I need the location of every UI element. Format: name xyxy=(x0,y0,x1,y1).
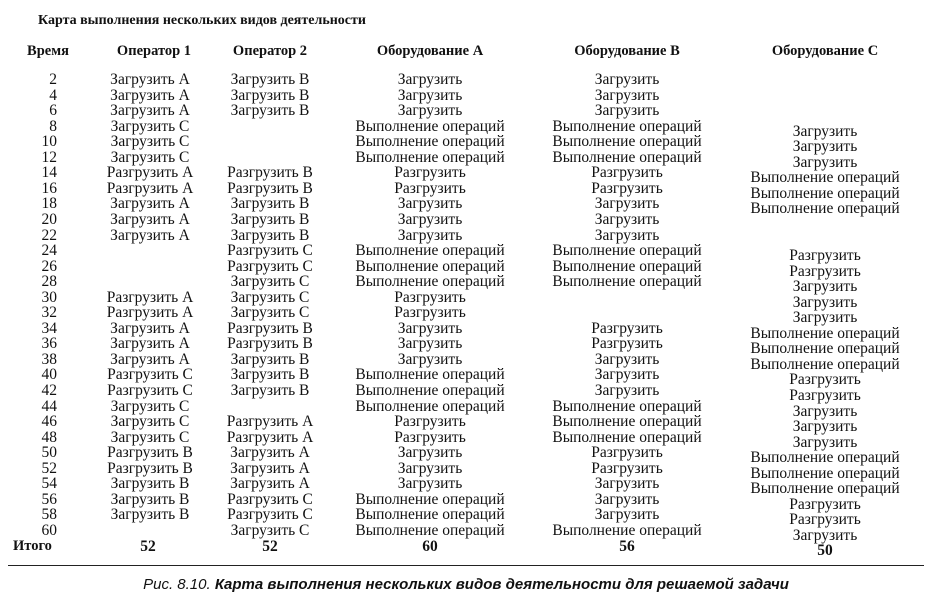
cell-equipment-b: Загрузить xyxy=(594,506,660,524)
cell-equipment-b: Разгрузить xyxy=(591,319,663,337)
cell-equipment-b: Загрузить xyxy=(594,475,660,493)
cell-time: 54 xyxy=(41,475,57,493)
cell-time: 24 xyxy=(41,242,57,260)
cell-equipment-a: Выполнение операций xyxy=(355,382,505,399)
cell-operator-2: Загрузить B xyxy=(230,210,310,228)
cell-equipment-c: Загрузить xyxy=(792,402,858,420)
cell-equipment-c: Разгрузить xyxy=(789,371,861,389)
cell-operator-2: Загрузить C xyxy=(230,304,310,322)
cell-operator-1: Загрузить A xyxy=(110,335,190,353)
cell-equipment-b: Разгрузить xyxy=(591,335,663,353)
cell-equipment-b: Выполнение операций xyxy=(552,273,702,291)
cell-equipment-b: Выполнение операций xyxy=(552,133,702,151)
bottom-rule xyxy=(8,565,924,566)
cell-operator-1: Загрузить A xyxy=(110,86,190,104)
cell-equipment-c: Выполнение операций xyxy=(750,184,900,202)
cell-equipment-b: Разгрузить xyxy=(591,179,663,197)
header-operator-1: Оператор 1 xyxy=(116,43,192,59)
cell-time: 22 xyxy=(41,226,57,244)
cell-equipment-a: Разгрузить xyxy=(394,428,466,446)
cell-operator-1: Разгрузить C xyxy=(107,366,193,384)
cell-equipment-a: Выполнение операций xyxy=(355,273,505,291)
cell-equipment-a: Загрузить xyxy=(397,86,463,104)
cell-time: 8 xyxy=(49,117,57,135)
cell-equipment-a: Разгрузить xyxy=(394,304,466,322)
page-title: Карта выполнения нескольких видов деятельности xyxy=(38,13,366,28)
cell-equipment-c: Выполнение операций xyxy=(750,480,900,498)
cell-operator-1: Загрузить C xyxy=(110,133,190,151)
caption-prefix: Рис. 8.10. xyxy=(143,576,211,593)
cell-operator-2: Загрузить B xyxy=(230,71,310,88)
cell-operator-2: Загрузить C xyxy=(230,521,310,539)
cell-operator-1: Загрузить A xyxy=(110,350,190,368)
header-equipment-a: Оборудование A xyxy=(376,43,484,59)
cell-operator-1: Загрузить A xyxy=(110,210,190,228)
cell-operator-1: Разгрузить A xyxy=(106,179,194,197)
cell-equipment-c: Выполнение операций xyxy=(750,464,900,482)
cell-operator-2: Разгрузить C xyxy=(227,490,313,508)
cell-time: 26 xyxy=(41,257,57,275)
cell-equipment-a: Выполнение операций xyxy=(355,397,505,415)
cell-equipment-b: Загрузить xyxy=(594,490,660,508)
cell-equipment-a: Выполнение операций xyxy=(355,366,505,384)
cell-equipment-a: Загрузить xyxy=(397,444,463,462)
cell-equipment-a: Загрузить xyxy=(397,71,463,88)
cell-time: 48 xyxy=(41,428,57,446)
cell-equipment-a: Выполнение операций xyxy=(355,148,505,166)
cell-time: 14 xyxy=(41,164,57,182)
cell-equipment-a: Выполнение операций xyxy=(355,490,505,508)
cell-operator-2: Разгрузить A xyxy=(226,413,314,431)
cell-equipment-c: Загрузить xyxy=(792,433,858,451)
cell-operator-2: Загрузить B xyxy=(230,102,310,120)
cell-equipment-b: Загрузить xyxy=(594,210,660,228)
cell-time: 60 xyxy=(41,521,57,539)
cell-operator-2: Разгрузить B xyxy=(227,319,313,337)
cell-equipment-c: Разгрузить xyxy=(789,262,861,280)
cell-operator-1: Загрузить A xyxy=(110,71,190,88)
cell-time: 30 xyxy=(41,288,57,306)
cell-equipment-c: Загрузить xyxy=(792,138,858,156)
cell-operator-2: Загрузить A xyxy=(230,475,310,493)
cell-time: 6 xyxy=(49,102,57,120)
cell-equipment-a: Загрузить xyxy=(397,459,463,477)
header-equipment-b: Оборудование B xyxy=(574,43,680,59)
cell-operator-1: Загрузить A xyxy=(110,195,190,213)
cell-operator-2: Загрузить B xyxy=(230,195,310,213)
cell-operator-2: Разгрузить A xyxy=(226,428,314,446)
cell-equipment-b: Загрузить xyxy=(594,71,660,88)
cell-time: 18 xyxy=(41,195,57,213)
cell-equipment-b: Загрузить xyxy=(594,195,660,213)
total-operator-1: 52 xyxy=(140,538,156,555)
cell-equipment-a: Разгрузить xyxy=(394,288,466,306)
cell-time: 44 xyxy=(41,397,57,415)
cell-time: 32 xyxy=(41,304,57,322)
cell-equipment-c: Выполнение операций xyxy=(750,355,900,373)
cell-equipment-a: Разгрузить xyxy=(394,164,466,182)
cell-operator-2: Загрузить A xyxy=(230,444,310,462)
cell-equipment-c: Выполнение операций xyxy=(750,449,900,467)
cell-equipment-c: Загрузить xyxy=(792,418,858,436)
cell-operator-1: Разгрузить A xyxy=(106,164,194,182)
cell-time: 2 xyxy=(49,71,57,88)
cell-operator-1: Загрузить A xyxy=(110,319,190,337)
cell-equipment-b: Выполнение операций xyxy=(552,148,702,166)
cell-time: 10 xyxy=(41,133,57,151)
total-equipment-b: 56 xyxy=(619,538,635,555)
cell-equipment-c: Загрузить xyxy=(792,122,858,140)
cell-equipment-b: Загрузить xyxy=(594,226,660,244)
cell-equipment-a: Загрузить xyxy=(397,335,463,353)
cell-equipment-b: Выполнение операций xyxy=(552,242,702,260)
cell-time: 16 xyxy=(41,179,57,197)
header-time: Время xyxy=(27,43,69,59)
cell-operator-2: Загрузить B xyxy=(230,366,310,384)
cell-equipment-b: Разгрузить xyxy=(591,164,663,182)
cell-equipment-c: Загрузить xyxy=(792,309,858,327)
cell-equipment-a: Выполнение операций xyxy=(355,133,505,151)
cell-operator-1: Разгрузить C xyxy=(107,382,193,399)
cell-equipment-a: Разгрузить xyxy=(394,179,466,197)
cell-operator-2: Загрузить B xyxy=(230,86,310,104)
cell-operator-1: Загрузить C xyxy=(110,428,190,446)
cell-time: 34 xyxy=(41,319,57,337)
cell-operator-1: Загрузить B xyxy=(110,506,190,524)
cell-operator-1: Загрузить A xyxy=(110,226,190,244)
cell-equipment-c: Выполнение операций xyxy=(750,340,900,358)
cell-equipment-b: Выполнение операций xyxy=(552,413,702,431)
cell-equipment-a: Выполнение операций xyxy=(355,257,505,275)
cell-time: 36 xyxy=(41,335,57,353)
cell-operator-2: Разгрузить C xyxy=(227,257,313,275)
cell-equipment-c: Разгрузить xyxy=(789,387,861,404)
cell-operator-2: Загрузить B xyxy=(230,226,310,244)
cell-operator-1: Разгрузить B xyxy=(107,444,193,462)
cell-operator-2: Загрузить B xyxy=(230,350,310,368)
caption-text: Карта выполнения нескольких видов деятельности для решаемой задачи xyxy=(214,576,789,593)
cell-equipment-c: Разгрузить xyxy=(789,511,861,529)
cell-time: 38 xyxy=(41,350,57,368)
cell-operator-1: Загрузить C xyxy=(110,148,190,166)
cell-time: 40 xyxy=(41,366,57,384)
cell-equipment-b: Загрузить xyxy=(594,366,660,384)
cell-equipment-c: Выполнение операций xyxy=(750,324,900,342)
cell-equipment-a: Загрузить xyxy=(397,475,463,493)
cell-equipment-a: Разгрузить xyxy=(394,413,466,431)
cell-equipment-b: Разгрузить xyxy=(591,444,663,462)
cell-operator-2: Загрузить C xyxy=(230,273,310,291)
cell-equipment-a: Загрузить xyxy=(397,319,463,337)
cell-operator-2: Загрузить B xyxy=(230,382,310,399)
cell-equipment-c: Выполнение операций xyxy=(750,200,900,218)
cell-equipment-a: Загрузить xyxy=(397,195,463,213)
cell-equipment-a: Загрузить xyxy=(397,102,463,120)
cell-operator-1: Загрузить A xyxy=(110,102,190,120)
cell-operator-1: Разгрузить A xyxy=(106,304,194,322)
cell-operator-1: Загрузить C xyxy=(110,413,190,431)
cell-equipment-a: Выполнение операций xyxy=(355,117,505,135)
cell-operator-1: Загрузить C xyxy=(110,117,190,135)
cell-operator-2: Разгрузить B xyxy=(227,335,313,353)
total-operator-2: 52 xyxy=(262,538,278,555)
cell-operator-1: Загрузить C xyxy=(110,397,190,415)
total-equipment-a: 60 xyxy=(422,538,438,555)
cell-equipment-a: Выполнение операций xyxy=(355,521,505,539)
cell-equipment-b: Выполнение операций xyxy=(552,257,702,275)
figure-caption xyxy=(0,576,932,593)
cell-equipment-b: Выполнение операций xyxy=(552,428,702,446)
cell-equipment-c: Разгрузить xyxy=(789,247,861,265)
cell-time: 4 xyxy=(49,86,57,104)
cell-operator-1: Загрузить B xyxy=(110,490,190,508)
cell-equipment-c: Выполнение операций xyxy=(750,169,900,187)
cell-time: 20 xyxy=(41,210,57,228)
cell-operator-2: Разгрузить B xyxy=(227,164,313,182)
cell-equipment-c: Загрузить xyxy=(792,526,858,544)
cell-operator-1: Разгрузить B xyxy=(107,459,193,477)
cell-time: 56 xyxy=(41,490,57,508)
cell-equipment-a: Загрузить xyxy=(397,226,463,244)
header-operator-2: Оператор 2 xyxy=(232,43,308,59)
cell-equipment-b: Выполнение операций xyxy=(552,117,702,135)
total-equipment-c: 50 xyxy=(817,542,833,559)
cell-operator-2: Загрузить C xyxy=(230,288,310,306)
cell-operator-1: Загрузить B xyxy=(110,475,190,493)
cell-equipment-c: Загрузить xyxy=(792,293,858,311)
cell-equipment-b: Выполнение операций xyxy=(552,397,702,415)
cell-equipment-c: Разгрузить xyxy=(789,495,861,513)
cell-operator-2: Разгрузить C xyxy=(227,242,313,260)
cell-equipment-b: Загрузить xyxy=(594,86,660,104)
cell-equipment-a: Выполнение операций xyxy=(355,506,505,524)
cell-equipment-b: Выполнение операций xyxy=(552,521,702,539)
cell-equipment-a: Загрузить xyxy=(397,350,463,368)
cell-equipment-c: Загрузить xyxy=(792,153,858,171)
cell-equipment-c: Загрузить xyxy=(792,278,858,296)
cell-time: 28 xyxy=(41,273,57,291)
cell-equipment-b: Разгрузить xyxy=(591,459,663,477)
cell-equipment-a: Выполнение операций xyxy=(355,242,505,260)
totals-label: Итого xyxy=(13,538,52,554)
cell-time: 46 xyxy=(41,413,57,431)
cell-time: 42 xyxy=(41,382,57,399)
cell-equipment-b: Загрузить xyxy=(594,102,660,120)
header-equipment-c: Оборудование C xyxy=(771,43,879,59)
cell-operator-1: Разгрузить A xyxy=(106,288,194,306)
cell-operator-2: Загрузить A xyxy=(230,459,310,477)
cell-equipment-b: Загрузить xyxy=(594,350,660,368)
cell-time: 52 xyxy=(41,459,57,477)
cell-time: 50 xyxy=(41,444,57,462)
cell-time: 58 xyxy=(41,506,57,524)
cell-operator-2: Разгрузить C xyxy=(227,506,313,524)
cell-time: 12 xyxy=(41,148,57,166)
cell-operator-2: Разгрузить B xyxy=(227,179,313,197)
cell-equipment-a: Загрузить xyxy=(397,210,463,228)
cell-equipment-b: Загрузить xyxy=(594,382,660,399)
